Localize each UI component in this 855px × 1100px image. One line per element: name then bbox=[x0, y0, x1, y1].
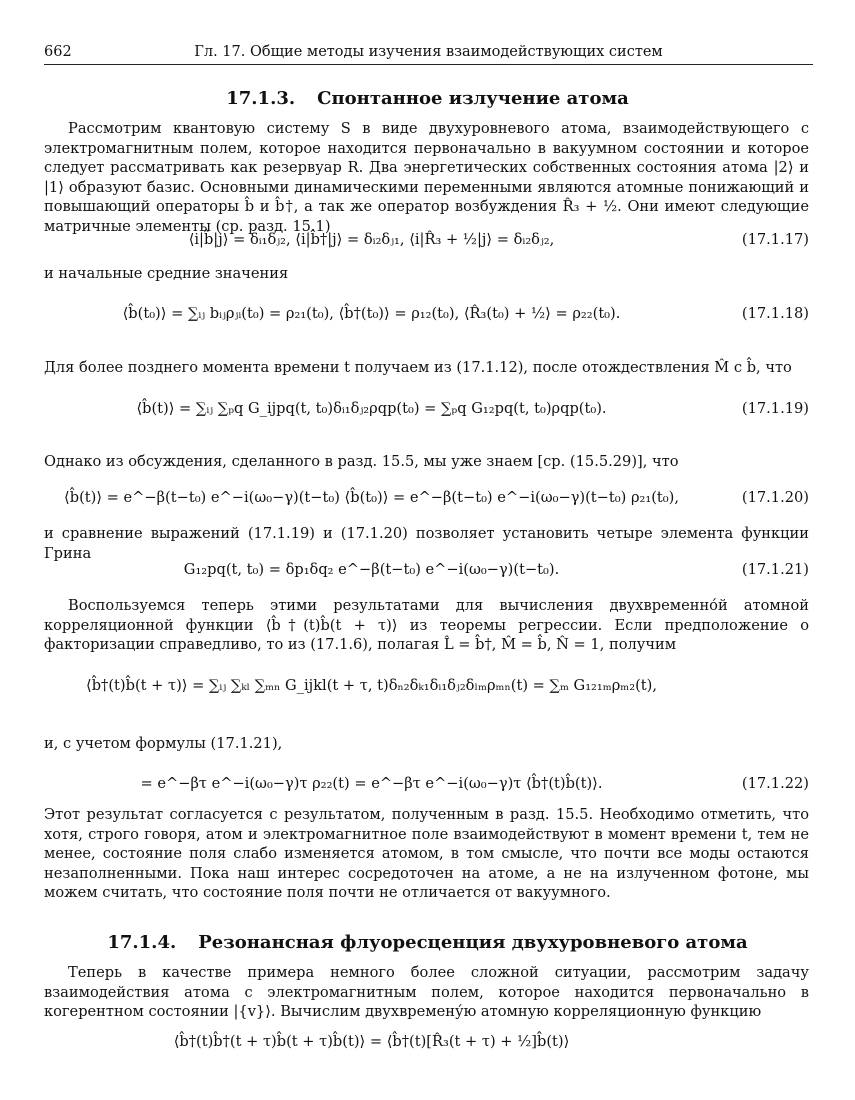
running-header bbox=[44, 44, 813, 65]
paragraph: и начальные средние значения bbox=[44, 265, 289, 282]
section-title: Резонансная флуоресценция двухуровневого атома bbox=[198, 932, 748, 953]
equation-number: (17.1.17) bbox=[741, 231, 809, 248]
chapter-title: Гл. 17. Общие методы изучения взаимодействующих систем bbox=[194, 44, 663, 60]
equation-number: (17.1.22) bbox=[741, 775, 809, 792]
paragraph: Этот результат согласуется с результатом, полученным в разд. 15.5. Необходимо отметить, что хотя, строго говоря, атом и электромагнитное поле взаимодействуют в момент времени t, тем не менее, состояние поля слабо изменяется атомом, в том смысле, что почти все моды остаются незаполненными. Пока наш интерес сосредоточен на атоме, а не на излученном фотоне, мы можем считать, что состояние поля почти не отличается от вакуумного. bbox=[44, 806, 809, 902]
equation-body: G₁₂pq(t, t₀) = δp₁δq₂ e^−β(t−t₀) e^−i(ω₀−γ)(t−t₀). bbox=[183, 561, 560, 578]
section-heading bbox=[0, 88, 855, 109]
equation bbox=[44, 674, 809, 698]
equation-body: ⟨b̂(t)⟩ = ∑ᵢⱼ ∑ₚq G_ijpq(t, t₀)δᵢ₁δⱼ₂ρqp(t₀) = ∑ₚq G₁₂pq(t, t₀)ρqp(t₀). bbox=[136, 400, 607, 417]
paragraph: Однако из обсуждения, сделанного в разд. 15.5, мы уже знаем [ср. (15.5.29)], что bbox=[44, 453, 679, 470]
paragraph: Рассмотрим квантовую систему S в виде двухуровневого атома, взаимодействующего с электромагнитным полем, которое находится первоначально в вакуумном состоянии и которое следует рассматривать как резервуар R. Два энергетических собственных состояния атома |2⟩ и |1⟩ образуют базис. Основными динамическими переменными являются атомные понижающий и повышающий операторы b̂ и b̂†, а так же оператор возбуждения R̂₃ + ½. Они имеют следующие матричные элементы (ср. разд. 15.1) bbox=[44, 120, 809, 235]
equation bbox=[44, 302, 809, 326]
equation-number: (17.1.20) bbox=[741, 489, 809, 506]
equation bbox=[44, 486, 809, 510]
paragraph: Теперь в качестве примера немного более сложной ситуации, рассмотрим задачу взаимодействия атома с электромагнитным полем, которое находится первоначально в когерентном состоянии |{v}⟩. Вычислим двухвремену́ю атомную корреляционную функцию bbox=[44, 964, 809, 1021]
equation-body: ⟨i|b̂|j⟩ = δᵢ₁δⱼ₂, ⟨i|b̂†|j⟩ = δᵢ₂δⱼ₁, ⟨i|R̂₃ + ½|j⟩ = δᵢ₂δⱼ₂, bbox=[188, 231, 555, 248]
equation bbox=[44, 397, 809, 421]
section-title: Спонтанное излучение атома bbox=[317, 88, 629, 109]
paragraph: и сравнение выражений (17.1.19) и (17.1.20) позволяет установить четыре элемента функции Грина bbox=[44, 525, 809, 562]
equation-number: (17.1.19) bbox=[741, 400, 809, 417]
equation bbox=[44, 558, 809, 582]
equation-body: = e^−βτ e^−i(ω₀−γ)τ ρ₂₂(t) = e^−βτ e^−i(ω₀−γ)τ ⟨b̂†(t)b̂(t)⟩. bbox=[140, 775, 603, 792]
equation bbox=[44, 1030, 809, 1054]
section-heading bbox=[0, 932, 855, 953]
page-number: 662 bbox=[44, 44, 72, 60]
paragraph: и, с учетом формулы (17.1.21), bbox=[44, 735, 283, 752]
equation-number: (17.1.21) bbox=[741, 561, 809, 578]
equation-number: (17.1.18) bbox=[741, 305, 809, 322]
paragraph: Для более позднего момента времени t получаем из (17.1.12), после отождествления M̂ с b̂, что bbox=[44, 359, 792, 376]
equation bbox=[44, 772, 809, 796]
equation-body: ⟨b̂(t₀)⟩ = ∑ᵢⱼ bᵢⱼρⱼᵢ(t₀) = ρ₂₁(t₀), ⟨b̂†(t₀)⟩ = ρ₁₂(t₀), ⟨R̂₃(t₀) + ½⟩ = ρ₂₂(t₀). bbox=[122, 305, 621, 322]
paragraph: Воспользуемся теперь этими результатами для вычисления двухвременно́й атомной корреляционной функции ⟨b̂†(t)b̂(t + τ)⟩ из теоремы регрессии. Если предположение о факторизации справедливо, то из (17.1.6), полагая L̂ = b̂†, M̂ = b̂, N̂ = 1, получим bbox=[44, 597, 809, 654]
section-number: 17.1.3. bbox=[226, 88, 296, 109]
section-number: 17.1.4. bbox=[107, 932, 177, 953]
equation-body: ⟨b̂†(t)b̂†(t + τ)b̂(t + τ)b̂(t)⟩ = ⟨b̂†(t)[R̂₃(t + τ) + ½]b̂(t)⟩ bbox=[173, 1033, 570, 1050]
equation-body: ⟨b̂†(t)b̂(t + τ)⟩ = ∑ᵢⱼ ∑ₖₗ ∑ₘₙ G_ijkl(t + τ, t)δₙ₂δₖ₁δᵢ₁δⱼ₂δₗₘρₘₙ(t) = ∑ₘ G₁₂₁ₘρₘ₂(t), bbox=[86, 677, 657, 694]
equation-body: ⟨b̂(t)⟩ = e^−β(t−t₀) e^−i(ω₀−γ)(t−t₀) ⟨b̂(t₀)⟩ = e^−β(t−t₀) e^−i(ω₀−γ)(t−t₀) ρ₂₁(t₀), bbox=[64, 489, 679, 506]
equation bbox=[44, 228, 809, 252]
